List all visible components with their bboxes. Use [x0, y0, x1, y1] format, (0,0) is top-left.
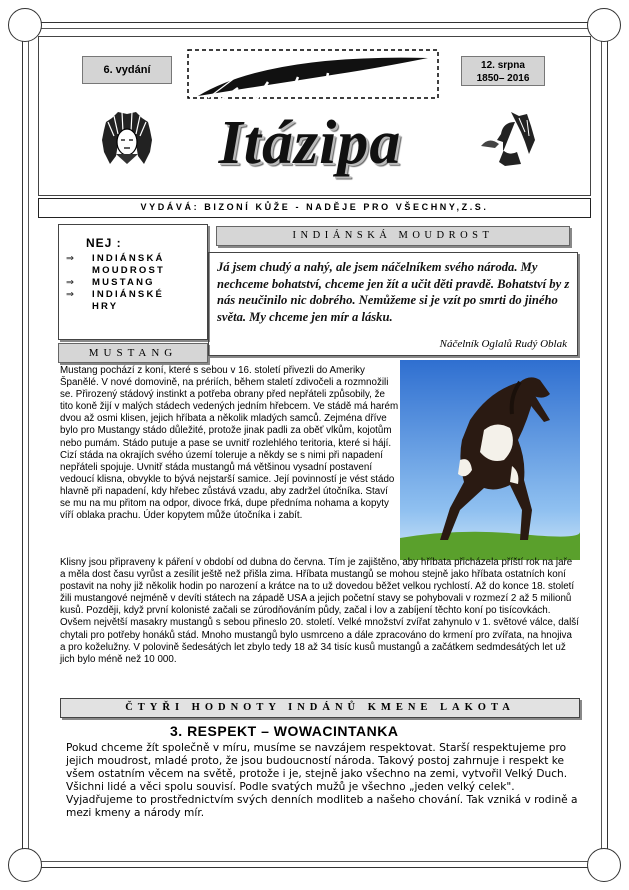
- list-item-label: INDIÁNSKÉ: [92, 289, 165, 300]
- mustang-paragraph: Klisny jsou připraveny k páření v období od dubna do června. Tím je zajištěno, aby hříbata přicházela příští rok na jaře a měla dost času vyrůst a zesílit ještě než přišla zima. Hříbata mustangů se mohou stejně jako hříbata ostatních koní postavit na nohy již několik hodin po narození a krátce na to už dovedou běžet velkou rychlostí. Až do konce 18. století žili mustangové nejméně v devíti státech na západě USA a jejich početní stavy se pohybovali v rozmezí 2 až 5 milionů kusů. Později, když první kolonisté začali se zúrodňováním půdy, začal i lov a zabíjení těchto koní po tisícovkách. Ovšem největší masakry mustangů s sebou přineslo 20. století. Velké množství zvířat zahynulo v 1. světové válce, další chytali pro potřeby honáků stád. Mnoho mustangů bylo usmrceno a dále zpracováno do krmení pro zvířata, na hnojiva a pro koželužny. V polovině šedesátých let zbylo tedy 18 až 34 tisíc kusů mustangů a začátkem sedmdesátých let už jich bylo méně než 10 000.: [60, 557, 579, 665]
- list-item: [66, 265, 206, 277]
- frame-corner-ornament: [8, 8, 42, 42]
- date-line: 12. srpna: [481, 60, 525, 71]
- list-item: [66, 253, 206, 265]
- chief-profile-icon: [475, 106, 539, 170]
- arrow-icon: ⇒: [66, 277, 74, 288]
- rearing-horse-photo: [400, 360, 580, 560]
- respect-paragraph: Pokud chceme žít společně v míru, musíme se navzájem respektovat. Starší respektujeme pro jejich moudrost, mladé proto, že jsou budoucností národa. Takový postoj zahrnuje i respekt ke všem ostatním věcem na světě, protože i je, stejně jako všechno na zemi, vytvořil Velký Duch. Všichni lidé a věci spolu souvisí. Podle svatých mužů je všechno „jeden velký celek". Vyjadřujeme to prostřednictvím svých denních modliteb a našeho chování. Tak vzniká v rodině a mezi kmeny a národy mír.: [66, 742, 578, 819]
- arrow-icon: [66, 265, 92, 277]
- arrow-icon: ⇒: [66, 253, 74, 264]
- wisdom-section-header: INDIÁNSKÁ MOUDROST: [216, 226, 570, 246]
- respect-title: 3. RESPEKT – WOWACINTANKA: [170, 723, 399, 739]
- quote-box: [208, 252, 578, 356]
- chief-headdress-icon: [96, 108, 158, 170]
- arrow-icon: ⇒: [66, 289, 74, 300]
- chief-quote: Já jsem chudý a nahý, ale jsem náčelníkem svého národa. My nechceme bohatství, chceme jen žít a učit děti pravdě. Bohatství by z nás neučinilo nic dobrého. Nemůžeme si je vzít po smrti do jiného světa. My chceme jen mír a lásku.: [217, 260, 570, 324]
- newspaper-title: Itázipa: [218, 109, 402, 177]
- date-years: 1850– 2016: [476, 73, 530, 84]
- four-values-header: ČTYŘI HODNOTY INDÁNŮ KMENE LAKOTA: [60, 698, 580, 718]
- date-badge: [461, 56, 545, 86]
- list-item-label: MUSTANG: [92, 277, 155, 288]
- mustang-paragraph: Mustang pochází z koní, které s sebou v 16. století přivezli do Ameriky Španělé. V nové domovině, na prériích, během staletí zdivočeli a rozmnožili se. Přirozený stádový instinkt a potřeba obrany před nepřáteli způsobily, že tito koně žijí v malých stádech vedených jedním hřebcem. Ve stádě má harém dvou až osmi klisen, jejich hříbata a několik mladých samců. Zejména dříve bylo pro Mustangy stádo důležité, protože jinak padli za oběť vlkům, kojotům nebo pumám. Stádo putuje a pase se uvnitř rozlehlého teritoria, které si hájí. Cizí stáda na okrajích svého území toleruje a někdy se s nimi při napadení nepřáteli spojuje. Uvnitř stáda mustangů má většinou vysadní postavení vedoucí klisna, obvykle to bývá nejstarší samice. Její povinností je vést stádo hlavně při napadení, kdy hřebec zůstává vzadu, aby zadržel útočníka. Staví se mu na mu přitom na odpor, divoce frká, dupe předníma nohama a kopyty víří oblaka prachu. Úder kopytem může útočníka i zabít.: [60, 365, 399, 522]
- quote-signature: Náčelník Oglalů Rudý Oblak: [439, 338, 567, 350]
- list-item-label: HRY: [92, 301, 119, 312]
- list-item: [66, 277, 206, 289]
- mustang-section-header: MUSTANG: [58, 343, 208, 363]
- nej-list: [66, 253, 206, 313]
- frame-corner-ornament: [587, 8, 621, 42]
- arrow-icon: [66, 301, 92, 313]
- nej-title: NEJ :: [86, 236, 122, 250]
- edition-badge: 6. vydání: [82, 56, 172, 84]
- list-item: [66, 289, 206, 301]
- publisher-bar: VYDÁVÁ: BIZONÍ KŮŽE - NADĚJE PRO VŠECHNY,Z.S.: [38, 198, 591, 218]
- list-item: [66, 301, 206, 313]
- frame-corner-ornament: [587, 848, 621, 882]
- list-item-label: MOUDROST: [92, 265, 166, 276]
- frame-corner-ornament: [8, 848, 42, 882]
- list-item-label: INDIÁNSKÁ: [92, 253, 165, 264]
- feather-icon: [178, 44, 448, 106]
